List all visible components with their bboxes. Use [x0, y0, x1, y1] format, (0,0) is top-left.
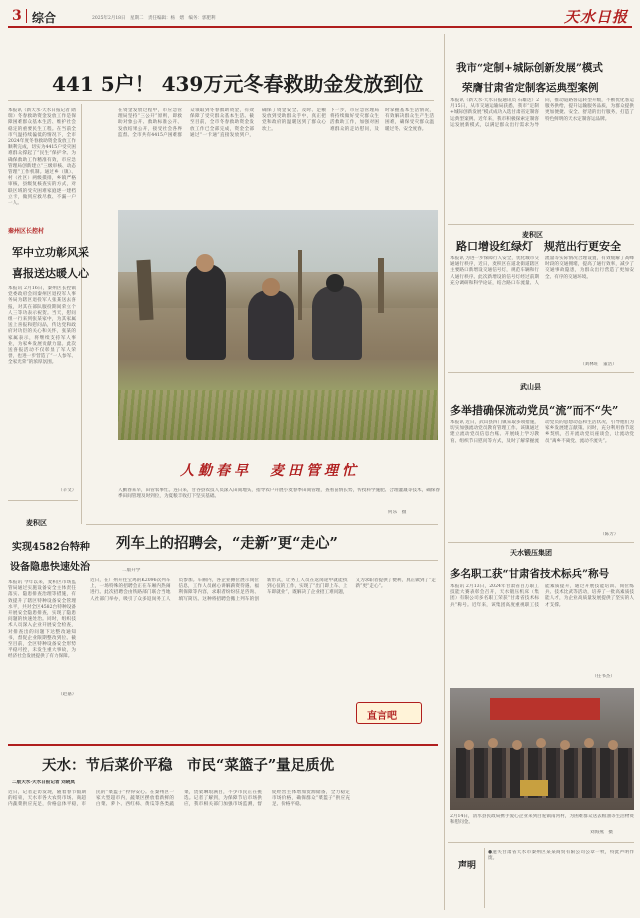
right4-headline: 多名职工获“甘肃省技术标兵”称号 — [450, 568, 610, 580]
farm-photo — [118, 210, 438, 440]
right4-byline: （任书杰） — [592, 674, 615, 679]
photo-caption: 人勤春来早，田管农事忙。连日来，甘谷县农技人员深入田间地头，指导农户开展小麦春季田间管理，查看苗情长势，传授科学施肥、合理灌溉等技术，确保春季田间管理及时到位，为夏粮丰收打下坚实基础。 — [118, 488, 440, 500]
right3-tag: 武山县 — [520, 382, 541, 391]
right2-tag: 麦积区 — [522, 230, 543, 239]
right3-body: 本报讯 近日，武山县四门镇采取多项措施，切实加强流动党员教育管理工作。该镇通过建立流动党员信息台账、开展线上学习教育、组织节日慰问等方式，及时了解掌握流动党员的思想动态和生活状况，引导他们为家乡发展建言献策。同时，充分利用春节返乡契机，召开流动党员座谈会，让流动党员“离乡不离党、流动不流失”。 — [450, 420, 634, 444]
right2-byline: （刘林旺 董浩） — [580, 362, 617, 367]
bottom-headline: 天水：节后菜价平稳 市民“菜篮子”量足质优 — [42, 757, 335, 774]
section-name: 综合 — [32, 11, 57, 25]
right1-body: 本报讯（新天水·天水日报通讯员 石雄达）2月15日，从市交通运输局获悉，我市“定制+城际创新发展”模式成功入选甘肃省定制客运典型案例。近年来，我市积极探索定制客运发展新模式，以满足群众出行需求为导向，推动道路客运转型升级，不断优化客运服务供给，提升运输服务品质，为群众提供更加便捷、安全、舒适的出行服务，打造了特色鲜明的天水定制客运品牌。 — [450, 98, 634, 128]
right2-headline: 路口增设红绿灯 规范出行更安全 — [456, 240, 621, 253]
col1-body: 本报讯 2月16日，秦州区长控镇党委政府会同秦州区退役军人事务局为辖区退役军人张某送去喜报，对其在部队服役期间荣立个人三等功表示祝贺。当天，慰问组一行来到张某家中，为其家属送上喜报和慰问品，传达党和政府对功臣的关心和关怀，张某的家属表示，将继续支持军人事业，为家乡发展贡献力量。此次送喜报活动不仅彰显了军人荣誉，也进一步营造了“一人参军、全家光荣”的浓厚氛围。 — [8, 286, 76, 366]
col1-tag: 秦州区长控村 — [8, 228, 45, 235]
lead-body-col3: 下一步，市应急管理局将持续做好受灾群众生活救助工作，加强对困难群众的走访慰问，及时掌握基本生活情况，有效解决群众生产生活困难，确保受灾群众温暖过冬、安全度春。 — [330, 108, 434, 132]
right3-byline: （陈芳） — [600, 532, 619, 537]
opinion-stamp — [356, 702, 422, 724]
col2-body: 本报讯 今年以来，麦积区市场监管局通过实施设备安全主体责任落实、隐患排查治理等措施，有效提升了辖区特种设备安全管理水平，共对全区4582台特种设备开展安全隐患排查，实现了隐患问题的快速处治。同时，组织技术人员深入企业开展安全检查，对排查出的问题下达整改通知书，督促企业限期整改到位。截至目前，全区特种设备安全形势平稳可控，未发生重大事故，为经济社会发展提供了有力保障。 — [8, 580, 76, 660]
mid-body: 近日，在广州开往宝鸡的K2096次列车上，一场特殊的招聘会正在车厢内热闹进行。此次招聘会由铁路部门联合当地人社部门举办，吸引了众多返岗务工人员参加。车厢内，各企业摊位展示岗位信息，工作人员耐心讲解薪资待遇、福利保障等内容，求职者纷纷驻足咨询、填写简历。这种将招聘会搬上列车的创新形式，让务工人员在返岗途中就能找到心仪的工作，实现了“出门即上车、上车即就业”，既解决了企业招工难问题，又为求职者提供了便利，真正做到了“走新”更“走心”。 — [90, 578, 436, 602]
col2-tag: 麦积区 — [26, 518, 47, 527]
mid-headline: 列车上的招聘会，“走新”更“走心” — [116, 535, 338, 552]
col2-headline-1: 实现4582台特种 — [12, 542, 90, 553]
masthead — [8, 6, 632, 28]
stamp-label: 直言吧 — [367, 711, 397, 722]
photo-caption-title: 人勤春早 麦田管理忙 — [180, 463, 360, 479]
col2-headline-2: 设备隐患快速处治 — [10, 562, 90, 573]
notice-label: 声明 — [458, 861, 477, 871]
lead-body-col2: 在资金发放过程中，市应急管理局坚持“三公开”原则，即救助对象公开、救助标准公开、发放结果公开，接受社会各界监督。全市共有4415户困难群众领取到冬春救助资金，有效保障了受灾群众基本生活。截至目前，全市冬春救助资金发放工作已全部完成，资金全部通过“一卡通”直接发放到户，确保了资金安全、及时、足额发放到受助群众手中，真正把党和政府的温暖送到了群众心坎上。 — [118, 108, 326, 138]
right1-headline-1: 我市“定制+城际创新发展”模式 — [456, 62, 603, 74]
lead-headline: 441 5户！ 439万元冬春救助金发放到位 — [52, 72, 424, 96]
right2-body: 本报讯 为进一步保障行人安全，优化城市交通通行秩序，近日，麦积区在道北街道辖区主要路口新增设交通信号灯，规范车辆和行人通行秩序。此次新增设的信号灯经过前期充分调研和科学论证，结合路口车流量、人流量等实际情况合理设置，有效缓解了高峰时段的交通拥堵，提高了通行效率，减少了交通事故隐患，为群众出行营造了更加安全、有序的交通环境。 — [450, 256, 634, 286]
col1-byline: （辛文） — [58, 488, 77, 493]
col2-byline: （赵嘉） — [58, 692, 77, 697]
right1-headline-2: 荣膺甘肃省定制客运典型案例 — [462, 82, 599, 94]
issue-date: 2025年2月18日 星期二 责任编辑：杨 熠 编务：郭肥利 — [92, 16, 216, 21]
col1-headline-1: 军中立功彰风采 — [12, 246, 89, 259]
notice-body: ●遗失甘肃省天水市秦州区某某商贸有限公司公章一枚，特此声明作废。 — [488, 850, 634, 862]
page-number: 3 — [12, 8, 22, 24]
mid-kicker: 二版开学 — [122, 568, 141, 573]
right4-photo-caption: 2月14日，清水县民政局携手爱心企业来到白驼镇南河村，为困难群众送去粮油等生活物资和慰问金。 — [450, 814, 634, 826]
photo-credit: 何乐 摄 — [388, 510, 407, 515]
right4-photo-credit: 刘海燕 摄 — [590, 830, 613, 835]
newspaper-logo: 天水日报 — [563, 8, 628, 26]
lead-body-col1: 本报讯（新天水·天水日报记者 隋 瑞）冬春救助资金发放工作是保障困难群众基本生活、维护社会稳定的重要民生工程。在当前全市气温持续偏低的情况下，全市2024年度冬春救助资金发放工作顺利完成，切实为4415户受灾困难群众撑起了“民生”保护伞。为确保救助工作精准有效，市应急管理局创新建立“三级审核、动态管理”工作机制。通过乡（镇）、村（社区）两级摸排，乡镇严格审核，县级复核查实的方式，对联区域的受灾困难家庭逐一建档立卡，做到应救尽救、不漏一户一人。 — [8, 108, 76, 207]
right4-body: 本报讯 2月13日，2024年甘肃省百万职工技能大赛表彰会召开，天水锻压机床（集团）有限公司多名职工荣获“甘肃省技术标兵”称号。近年来，该集团高度重视职工技能素质提升，通过开展技能培训、岗位练兵、技术比武等活动，培养了一批高素质技能人才，为企业高质量发展提供了坚实的人才支撑。 — [450, 584, 634, 608]
col1-headline-2: 喜报送达暖人心 — [12, 267, 89, 280]
charity-photo — [450, 688, 634, 810]
bottom-body: 近日，记者走访发现，随着春节假期的结束，天水市各大农贸市场、商超内蔬菜供应充足，价格总体平稳，市民的“菜篮子”拎得安心。在秦州区一家大型超市内，蔬菜区摆放着新鲜的白菜、萝卜、西红柿、黄瓜等各类蔬菜，货架琳琅满目，不少市民正在挑选。记者了解到，为保障节后市场供应，我市相关部门加强市场监测，督促经营主体增加货源储备，全力稳定市场价格，确保群众“菜篮子”供应充足、价格平稳。 — [8, 790, 350, 808]
bottom-byline: 二版天水·天水日报记者 刘晓岚 — [12, 780, 75, 785]
right4-tag: 天水锻压集团 — [510, 548, 552, 557]
right3-headline: 多举措确保流动党员“流”而不“失” — [450, 404, 619, 417]
